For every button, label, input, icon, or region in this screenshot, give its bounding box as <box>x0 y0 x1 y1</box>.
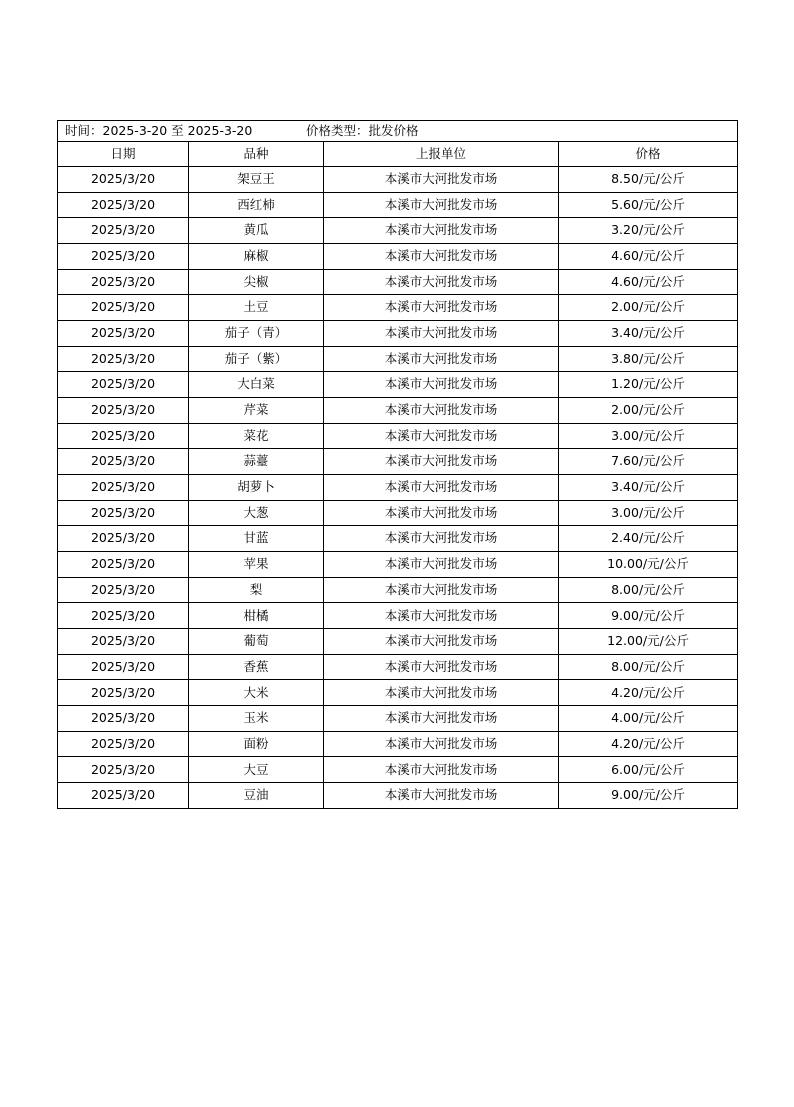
variety-cell: 玉米 <box>189 706 324 732</box>
date-cell: 2025/3/20 <box>58 706 189 732</box>
price-table <box>57 120 738 809</box>
table-meta-row <box>58 121 738 142</box>
price-cell: 4.20/元/公斤 <box>559 680 738 706</box>
price-cell: 7.60/元/公斤 <box>559 449 738 475</box>
reporting-unit-cell: 本溪市大河批发市场 <box>324 731 559 757</box>
price-cell: 4.60/元/公斤 <box>559 244 738 270</box>
table-row <box>58 192 738 218</box>
price-cell: 3.40/元/公斤 <box>559 475 738 501</box>
table-row <box>58 244 738 270</box>
date-cell: 2025/3/20 <box>58 783 189 809</box>
table-row <box>58 372 738 398</box>
variety-cell: 菜花 <box>189 423 324 449</box>
variety-cell: 尖椒 <box>189 269 324 295</box>
variety-cell: 架豆王 <box>189 167 324 193</box>
variety-cell: 甘蓝 <box>189 526 324 552</box>
table-body <box>58 167 738 809</box>
variety-cell: 土豆 <box>189 295 324 321</box>
price-cell: 5.60/元/公斤 <box>559 192 738 218</box>
price-cell: 10.00/元/公斤 <box>559 552 738 578</box>
column-header-variety: 品种 <box>189 142 324 167</box>
date-cell: 2025/3/20 <box>58 475 189 501</box>
table-meta-cell <box>58 121 738 142</box>
date-cell: 2025/3/20 <box>58 346 189 372</box>
reporting-unit-cell: 本溪市大河批发市场 <box>324 603 559 629</box>
date-cell: 2025/3/20 <box>58 295 189 321</box>
price-cell: 9.00/元/公斤 <box>559 783 738 809</box>
table-row <box>58 629 738 655</box>
variety-cell: 蒜薹 <box>189 449 324 475</box>
date-cell: 2025/3/20 <box>58 398 189 424</box>
column-header-price: 价格 <box>559 142 738 167</box>
price-type-label: 价格类型：批发价格 <box>306 123 419 138</box>
table-row <box>58 654 738 680</box>
date-cell: 2025/3/20 <box>58 603 189 629</box>
price-cell: 6.00/元/公斤 <box>559 757 738 783</box>
variety-cell: 麻椒 <box>189 244 324 270</box>
date-cell: 2025/3/20 <box>58 218 189 244</box>
variety-cell: 梨 <box>189 577 324 603</box>
price-cell: 8.50/元/公斤 <box>559 167 738 193</box>
price-cell: 3.40/元/公斤 <box>559 321 738 347</box>
reporting-unit-cell: 本溪市大河批发市场 <box>324 680 559 706</box>
price-cell: 2.40/元/公斤 <box>559 526 738 552</box>
reporting-unit-cell: 本溪市大河批发市场 <box>324 295 559 321</box>
variety-cell: 黄瓜 <box>189 218 324 244</box>
reporting-unit-cell: 本溪市大河批发市场 <box>324 757 559 783</box>
reporting-unit-cell: 本溪市大河批发市场 <box>324 500 559 526</box>
price-cell: 3.00/元/公斤 <box>559 500 738 526</box>
reporting-unit-cell: 本溪市大河批发市场 <box>324 398 559 424</box>
price-cell: 4.60/元/公斤 <box>559 269 738 295</box>
date-cell: 2025/3/20 <box>58 629 189 655</box>
date-cell: 2025/3/20 <box>58 757 189 783</box>
table-row <box>58 321 738 347</box>
table-row <box>58 398 738 424</box>
variety-cell: 大白菜 <box>189 372 324 398</box>
reporting-unit-cell: 本溪市大河批发市场 <box>324 654 559 680</box>
reporting-unit-cell: 本溪市大河批发市场 <box>324 218 559 244</box>
date-cell: 2025/3/20 <box>58 654 189 680</box>
table-row <box>58 603 738 629</box>
table-row <box>58 731 738 757</box>
price-cell: 12.00/元/公斤 <box>559 629 738 655</box>
variety-cell: 大米 <box>189 680 324 706</box>
date-cell: 2025/3/20 <box>58 680 189 706</box>
variety-cell: 香蕉 <box>189 654 324 680</box>
date-cell: 2025/3/20 <box>58 577 189 603</box>
variety-cell: 西红柿 <box>189 192 324 218</box>
variety-cell: 大葱 <box>189 500 324 526</box>
reporting-unit-cell: 本溪市大河批发市场 <box>324 269 559 295</box>
variety-cell: 胡萝卜 <box>189 475 324 501</box>
reporting-unit-cell: 本溪市大河批发市场 <box>324 552 559 578</box>
table-row <box>58 577 738 603</box>
column-header-row <box>58 142 738 167</box>
price-cell: 4.20/元/公斤 <box>559 731 738 757</box>
table-row <box>58 449 738 475</box>
reporting-unit-cell: 本溪市大河批发市场 <box>324 475 559 501</box>
date-cell: 2025/3/20 <box>58 423 189 449</box>
table-row <box>58 757 738 783</box>
variety-cell: 茄子（紫） <box>189 346 324 372</box>
price-cell: 4.00/元/公斤 <box>559 706 738 732</box>
variety-cell: 柑橘 <box>189 603 324 629</box>
date-cell: 2025/3/20 <box>58 244 189 270</box>
price-cell: 8.00/元/公斤 <box>559 577 738 603</box>
reporting-unit-cell: 本溪市大河批发市场 <box>324 423 559 449</box>
variety-cell: 豆油 <box>189 783 324 809</box>
reporting-unit-cell: 本溪市大河批发市场 <box>324 321 559 347</box>
table-row <box>58 552 738 578</box>
date-cell: 2025/3/20 <box>58 526 189 552</box>
price-cell: 2.00/元/公斤 <box>559 295 738 321</box>
price-cell: 1.20/元/公斤 <box>559 372 738 398</box>
date-cell: 2025/3/20 <box>58 449 189 475</box>
table-row <box>58 706 738 732</box>
table-row <box>58 218 738 244</box>
variety-cell: 苹果 <box>189 552 324 578</box>
table-row <box>58 526 738 552</box>
table-row <box>58 423 738 449</box>
table-row <box>58 500 738 526</box>
date-cell: 2025/3/20 <box>58 321 189 347</box>
reporting-unit-cell: 本溪市大河批发市场 <box>324 167 559 193</box>
variety-cell: 面粉 <box>189 731 324 757</box>
price-cell: 9.00/元/公斤 <box>559 603 738 629</box>
date-cell: 2025/3/20 <box>58 167 189 193</box>
reporting-unit-cell: 本溪市大河批发市场 <box>324 783 559 809</box>
price-cell: 3.20/元/公斤 <box>559 218 738 244</box>
price-cell: 3.00/元/公斤 <box>559 423 738 449</box>
date-cell: 2025/3/20 <box>58 269 189 295</box>
date-cell: 2025/3/20 <box>58 372 189 398</box>
reporting-unit-cell: 本溪市大河批发市场 <box>324 629 559 655</box>
reporting-unit-cell: 本溪市大河批发市场 <box>324 449 559 475</box>
reporting-unit-cell: 本溪市大河批发市场 <box>324 526 559 552</box>
price-cell: 8.00/元/公斤 <box>559 654 738 680</box>
variety-cell: 大豆 <box>189 757 324 783</box>
table-row <box>58 269 738 295</box>
time-range-label: 时间：2025-3-20 至 2025-3-20 <box>65 123 253 138</box>
reporting-unit-cell: 本溪市大河批发市场 <box>324 346 559 372</box>
variety-cell: 葡萄 <box>189 629 324 655</box>
variety-cell: 芹菜 <box>189 398 324 424</box>
price-cell: 2.00/元/公斤 <box>559 398 738 424</box>
table-row <box>58 167 738 193</box>
variety-cell: 茄子（青） <box>189 321 324 347</box>
table-row <box>58 783 738 809</box>
price-cell: 3.80/元/公斤 <box>559 346 738 372</box>
date-cell: 2025/3/20 <box>58 552 189 578</box>
reporting-unit-cell: 本溪市大河批发市场 <box>324 244 559 270</box>
reporting-unit-cell: 本溪市大河批发市场 <box>324 577 559 603</box>
reporting-unit-cell: 本溪市大河批发市场 <box>324 372 559 398</box>
table-row <box>58 346 738 372</box>
date-cell: 2025/3/20 <box>58 731 189 757</box>
column-header-date: 日期 <box>58 142 189 167</box>
reporting-unit-cell: 本溪市大河批发市场 <box>324 192 559 218</box>
date-cell: 2025/3/20 <box>58 500 189 526</box>
table-row <box>58 475 738 501</box>
table-row <box>58 295 738 321</box>
reporting-unit-cell: 本溪市大河批发市场 <box>324 706 559 732</box>
column-header-reporting-unit: 上报单位 <box>324 142 559 167</box>
table-row <box>58 680 738 706</box>
date-cell: 2025/3/20 <box>58 192 189 218</box>
